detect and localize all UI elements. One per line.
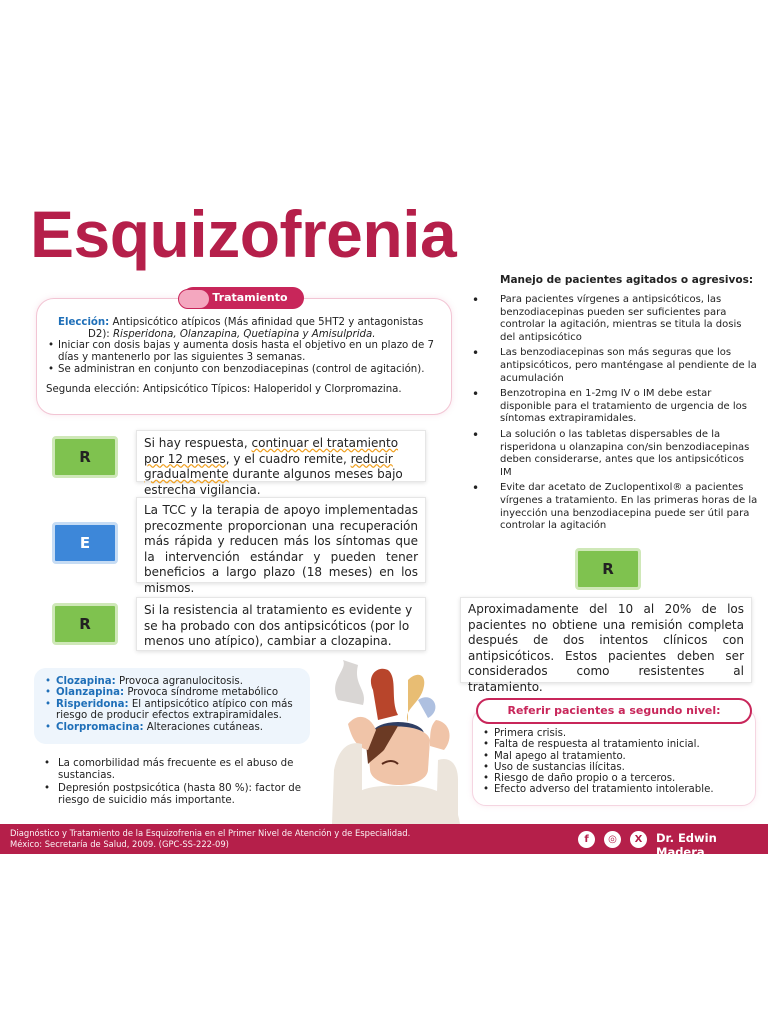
rec-box bbox=[136, 430, 426, 497]
tratamiento-content bbox=[46, 317, 444, 395]
distressed-person-illustration bbox=[318, 660, 468, 824]
list-item: • Primera crisis. bbox=[482, 728, 752, 739]
page-title: Esquizofrenia bbox=[30, 197, 457, 271]
manejo-list bbox=[470, 294, 758, 536]
list-item: • Las benzodiacepinas son más seguras que los antipsicóticos, pero manténgase al pendiente de la acumulación bbox=[470, 347, 758, 385]
source-citation bbox=[10, 828, 410, 849]
drug-effects-box bbox=[34, 668, 310, 744]
eleccion-text: Antipsicótico atípicos (Más afinidad que 5HT2 y antagonistas bbox=[109, 317, 424, 328]
list-item: • Efecto adverso del tratamiento intolerable. bbox=[482, 784, 752, 795]
drug-item bbox=[44, 722, 300, 733]
rec-box: La TCC y la terapia de apoyo implementadas precozmente proporcionan una recuperación más rápida y reducen más los síntomas que la intervención estándar y pueden tener beneficios a largo plazo (18 meses) en los mismos. bbox=[136, 497, 426, 583]
tratamiento-pill bbox=[182, 287, 304, 309]
rec-text: , y el cuadro remite, bbox=[225, 451, 351, 466]
list-item: • Mal apego al tratamiento. bbox=[482, 751, 752, 762]
rec-badge-r: R bbox=[52, 436, 118, 478]
list-item: • Benzotropina en 1-2mg IV o IM debe estar disponible para el tratamiento de urgencia de los síntomas extrapiramidales. bbox=[470, 388, 758, 426]
resistencia-box: Aproximadamente del 10 al 20% de los pacientes no obtiene una remisión completa después de dos intentos clínicos con antipsicóticos. Estos pacientes deben ser considerados como resistentes al tratamiento. bbox=[460, 597, 752, 683]
rec-badge-r: R bbox=[52, 603, 118, 645]
smoke-blue bbox=[418, 697, 435, 718]
tratamiento-label: Tratamiento bbox=[212, 291, 288, 304]
referir-pill: Referir pacientes a segundo nivel: bbox=[476, 698, 752, 724]
list-item: • Falta de respuesta al tratamiento inicial. bbox=[482, 739, 752, 750]
drug-name: Clorpromacina: bbox=[56, 721, 144, 733]
source-line: Diagnóstico y Tratamiento de la Esquizofrenia en el Primer Nivel de Atención y de Especialidad. bbox=[10, 828, 411, 838]
eleccion-label: Elección: bbox=[58, 317, 110, 328]
rec-badge-e: E bbox=[52, 522, 118, 564]
drug-effect: El antipsicótico atípico con más riesgo de producir efectos extrapiramidales. bbox=[56, 698, 293, 722]
list-item: • Uso de sustancias ilícitas. bbox=[482, 762, 752, 773]
segunda-eleccion: Segunda elección: Antipsicótico Típicos: Haloperidol y Clorpromazina. bbox=[46, 383, 402, 395]
drug-name: Clozapina: bbox=[56, 676, 116, 687]
drug-name: Risperidona: bbox=[56, 698, 129, 710]
drug-effect: Provoca síndrome metabólico bbox=[124, 687, 279, 699]
source-line: México: Secretaría de Salud, 2009. (GPC-SS-222-09) bbox=[10, 838, 229, 849]
smoke-red bbox=[371, 669, 398, 720]
d2-prefix: D2): bbox=[88, 328, 110, 340]
d2-drugs: Risperidona, Olanzapina, Quetiapina y Amisulprida. bbox=[109, 328, 376, 340]
rec-text: durante algunos meses bajo estrecha vigilancia. bbox=[144, 467, 403, 497]
rec-underlined: continuar el tratamiento por 12 meses bbox=[144, 436, 399, 466]
comorbilidad-list bbox=[34, 758, 314, 808]
rec-box: Si la resistencia al tratamiento es evidente y se ha probado con dos antipsicóticos (por lo menos uno atípico), cambiar a clozapina. bbox=[136, 597, 426, 651]
list-item: • Riesgo de daño propio o a terceros. bbox=[482, 773, 752, 784]
drug-item bbox=[44, 687, 300, 698]
manejo-title: Manejo de pacientes agitados o agresivos: bbox=[500, 274, 754, 286]
list-item: • La comorbilidad más frecuente es el abuso de sustancias. bbox=[34, 758, 314, 781]
list-item: • La solución o las tabletas dispersables de la risperidona u olanzapina con/sin benzodiacepinas deben considerarse, antes que los antipsicóticos IM bbox=[470, 429, 758, 479]
drug-name: Olanzapina: bbox=[56, 687, 125, 699]
author-name: Dr. Edwin Madera bbox=[656, 831, 717, 859]
list-item: • Para pacientes vírgenes a antipsicóticos, las benzodiacepinas pueden ser suficientes para controlar la agitación, mientras se titula la dosis del antipsicótico bbox=[470, 294, 758, 344]
referir-list bbox=[482, 728, 752, 796]
drug-item bbox=[44, 676, 300, 687]
smoke-cloud bbox=[335, 660, 364, 705]
x-icon[interactable]: X bbox=[630, 831, 647, 848]
footer-bar bbox=[0, 824, 768, 859]
facebook-icon[interactable]: f bbox=[578, 831, 595, 848]
trat-bullet: • Se administran en conjunto con benzodiacepinas (control de agitación). bbox=[46, 364, 444, 376]
list-item: • Evite dar acetato de Zuclopentixol® a pacientes vírgenes a tratamiento. En las primeras horas de la inyección una benzodiacepina puede ser útil para controlar la agitación bbox=[470, 482, 758, 532]
drug-effect: Provoca agranulocitosis. bbox=[115, 676, 243, 687]
manejo-badge-r: R bbox=[575, 548, 641, 590]
instagram-icon[interactable]: ◎ bbox=[604, 831, 621, 848]
trat-bullet: • Iniciar con dosis bajas y aumenta dosis hasta el objetivo en un plazo de 7 días y mantenerlo por las siguientes 3 semanas. bbox=[46, 340, 444, 363]
drug-item bbox=[44, 699, 300, 722]
rec-text: Si hay respuesta, bbox=[144, 436, 252, 450]
list-item: • Depresión postpsicótica (hasta 80 %): factor de riesgo de suicidio más importante. bbox=[34, 783, 314, 806]
hand-right bbox=[430, 720, 450, 750]
drug-effect: Alteraciones cutáneas. bbox=[143, 721, 264, 733]
rec-underlined: reducir gradualmente bbox=[144, 451, 393, 481]
